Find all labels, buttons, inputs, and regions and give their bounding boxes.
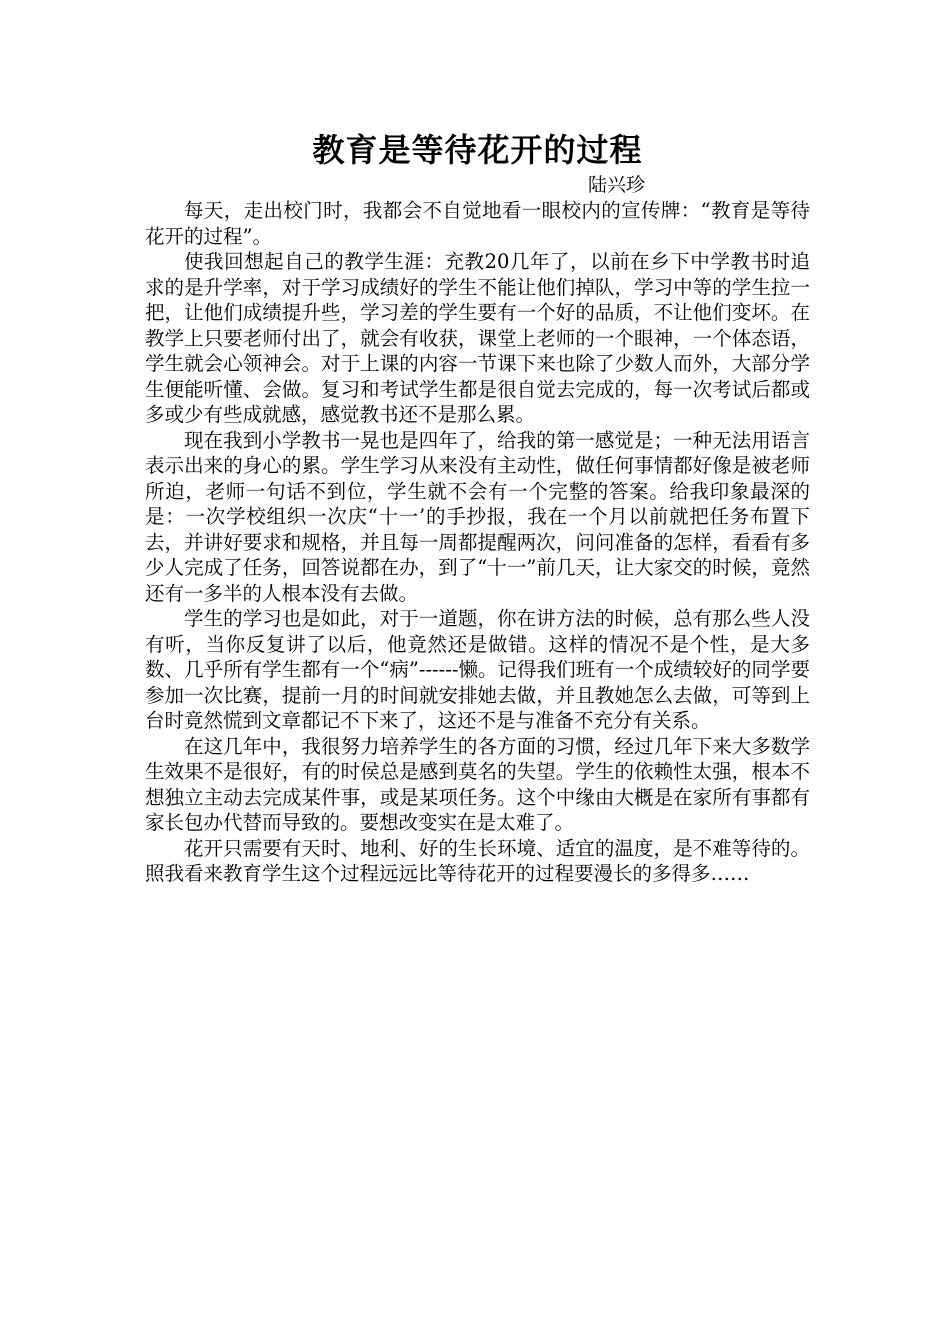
paragraph: 在这几年中，我很努力培养学生的各方面的习惯，经过几年下来大多数学生效果不是很好，有的时侯总是感到莫名的失望。学生的依赖性太强，根本不想独立主动去完成某件事，或是某项任务。这个中缘由大概是在家所有事都有家长包办代替而导致的。要想改变实在是太难了。 [145,734,810,834]
document-page [145,128,810,887]
author-name: 陆兴珍 [587,174,645,196]
paragraph: 学生的学习也是如此，对于一道题，你在讲方法的时候，总有那么些人没有听，当你反复讲了以后，他竟然还是做错。这样的情况不是个性，是大多数、几乎所有学生都有一个“病”------懒。记得我们班有一个成绩较好的同学要参加一次比赛，提前一月的时间就安排她去做，并且教她怎么去做，可等到上台时竟然慌到文章都记不下来了，这还不是与准备不充分有关系。 [145,607,810,732]
page-title: 教育是等待花开的过程 [312,131,643,169]
paragraph: 花开只需要有天时、地利、好的生长环境、适宜的温度，是不难等待的。照我看来教育学生这个过程远远比等待花开的过程要漫长的多得多…… [145,836,810,885]
paragraph: 现在我到小学教书一晃也是四年了，给我的第一感觉是；一种无法用语言表示出来的身心的累。学生学习从来没有主动性，做任何事情都好像是被老师所迫，老师一句话不到位，学生就不会有一个完整的答案。给我印象最深的是：一次学校组织一次庆“十一’的手抄报，我在一个月以前就把任务布置下去，并讲好要求和规格，并且每一周都提醒两次，问问准备的怎样，看看有多少人完成了任务，回答说都在办，到了“十一”前几天，让大家交的时候，竟然还有一多半的人根本没有去做。 [145,428,810,605]
paragraph: 每天，走出校门时，我都会不自觉地看一眼校内的宣传牌：“教育是等待花开的过程”。 [145,199,810,248]
paragraph: 使我回想起自己的教学生涯：充教20几年了，以前在乡下中学教书时追求的是升学率，对于学习成绩好的学生不能让他们掉队，学习中等的学生拉一把，让他们成绩提升些，学习差的学生要有一个好的品质，不让他们变坏。在教学上只要老师付出了，就会有收获，课堂上老师的一个眼神，一个体态语，学生就会心领神会。对于上课的内容一节课下来也除了少数人而外，大部分学生便能听懂、会做。复习和考试学生都是很自觉去完成的，每一次考试后都或多或少有些成就感，感觉教书还不是那么累。 [145,250,810,426]
